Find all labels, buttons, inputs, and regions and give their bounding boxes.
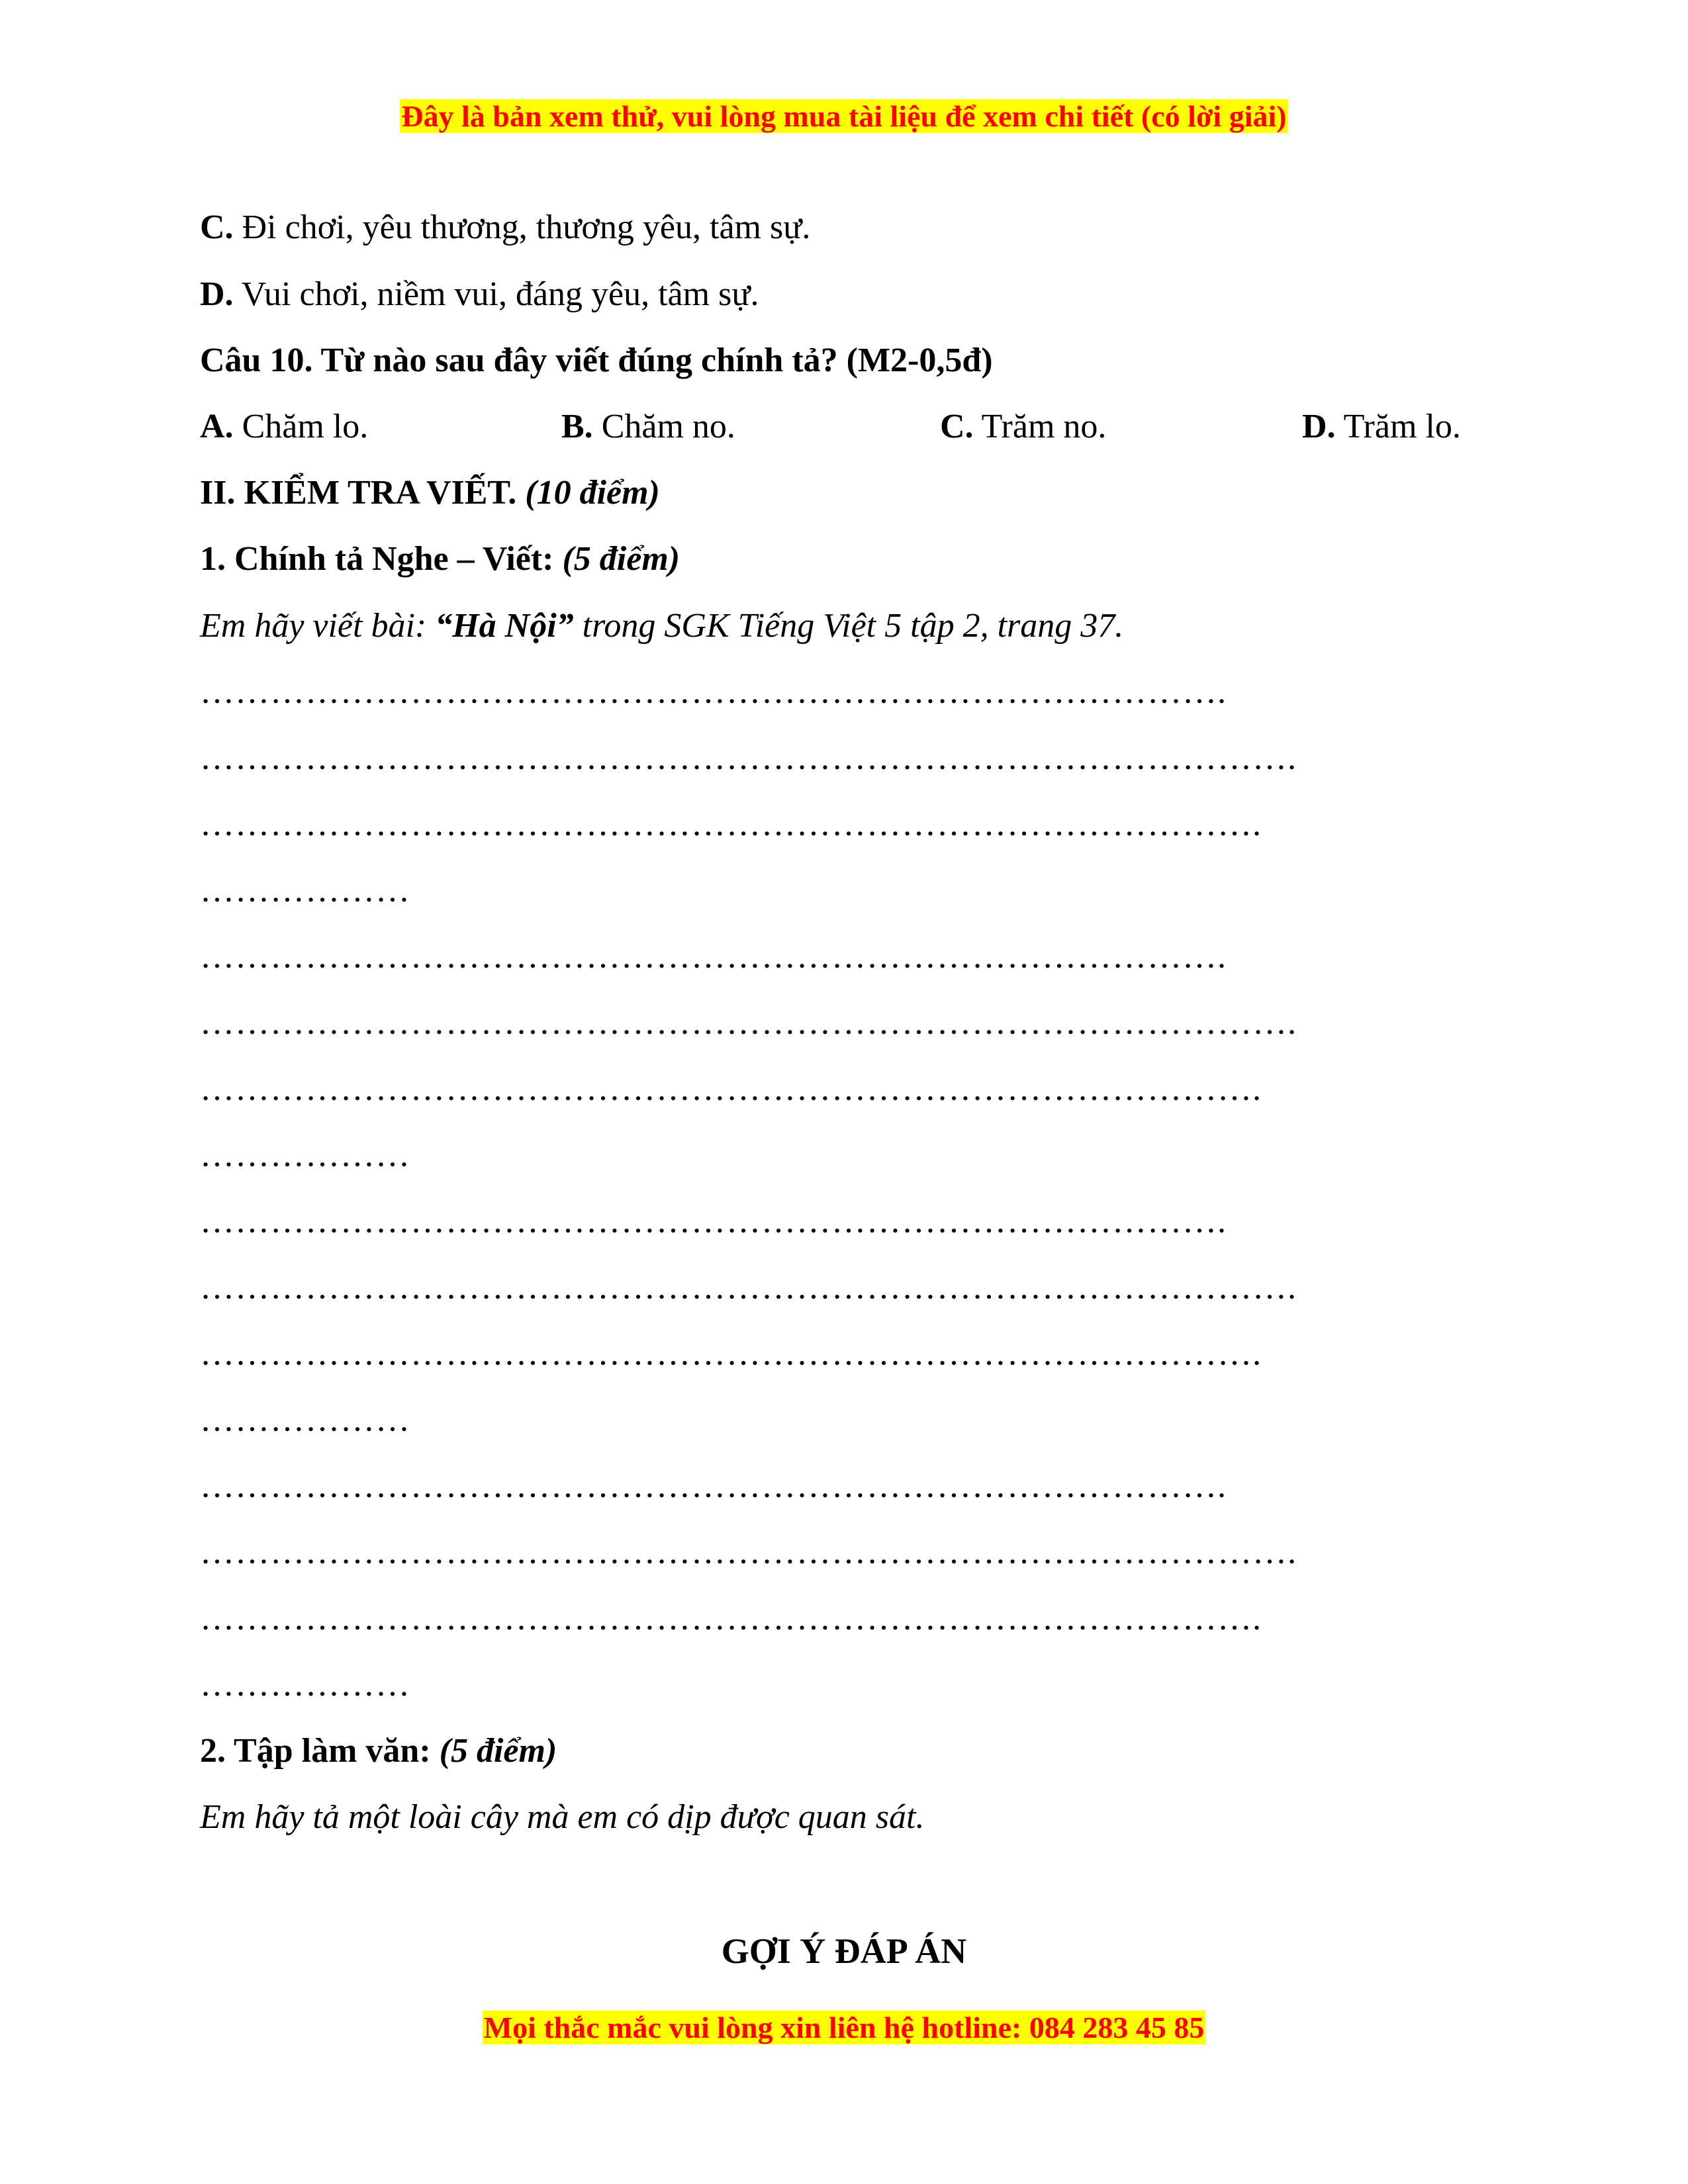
part-2-instruction <box>200 1796 925 1839</box>
part-1-points: (5 điểm) <box>553 540 680 578</box>
part-1-instruction-suffix: trong SGK Tiếng Việt 5 tập 2, trang 37. <box>573 607 1124 645</box>
part-2-instruction-text: Em hãy tả một loài cây mà em có dịp được quan sát. <box>200 1798 925 1836</box>
q10-question-text: Từ nào sau đây viết đúng chính tả? (M2-0,5đ) <box>312 341 993 379</box>
writing-line: ………………………………………………………………………………. <box>200 1070 1262 1108</box>
part-1-title: 1. Chính tả Nghe – Viết: <box>200 540 554 578</box>
q9-option-d-letter: D. <box>200 275 234 313</box>
preview-notice-text: Đây là bản xem thử, vui lòng mua tài liệu để xem chi tiết (có lời giải) <box>401 99 1287 133</box>
writing-line: …………………………………………………………………………………. <box>200 739 1297 777</box>
part-1-instruction-title: “Hà Nội” <box>435 607 574 645</box>
writing-line: …………………………………………………………………………………. <box>200 1269 1297 1306</box>
writing-line: …………………………………………………………………………………. <box>200 1004 1297 1042</box>
q9-option-c-letter: C. <box>200 208 234 246</box>
q10-option-d <box>1302 406 1461 448</box>
writing-line: ……………… <box>200 1136 410 1174</box>
q10-option-c-text: Trăm no. <box>973 408 1107 445</box>
writing-line: …………………………………………………………………………………. <box>200 1533 1297 1571</box>
q9-option-c-text: Đi chơi, yêu thương, thương yêu, tâm sự. <box>233 208 811 246</box>
writing-line: ………………………………………………………………………………. <box>200 1335 1262 1373</box>
writing-line: ……………………………………………………………………………. <box>200 673 1227 711</box>
part-2-points: (5 điểm) <box>430 1732 557 1770</box>
writing-line: ……………………………………………………………………………. <box>200 1203 1227 1240</box>
q10-option-a <box>200 406 368 448</box>
writing-line: ……………… <box>200 872 410 909</box>
section-2-heading <box>200 472 660 514</box>
q10-option-c <box>940 406 1106 448</box>
preview-notice-banner <box>0 98 1688 135</box>
q10-option-b-text: Chăm no. <box>592 408 735 445</box>
q10-option-b <box>561 406 735 448</box>
q10-option-d-letter: D. <box>1302 408 1336 445</box>
writing-line: ……………… <box>200 1666 410 1704</box>
section-2-title: II. KIỂM TRA VIẾT. <box>200 474 517 512</box>
part-2-title: 2. Tập làm văn: <box>200 1732 431 1770</box>
writing-line: ……………………………………………………………………………. <box>200 938 1227 976</box>
q9-option-c <box>200 206 810 249</box>
q10-option-c-letter: C. <box>940 408 974 445</box>
part-2-heading <box>200 1730 557 1772</box>
q10-option-a-letter: A. <box>200 408 234 445</box>
answer-heading: GỢI Ý ĐÁP ÁN <box>721 1931 967 1971</box>
q10-label: Câu 10. <box>200 341 313 379</box>
q10-question <box>200 340 993 382</box>
hotline-notice-text: Mọi thắc mắc vui lòng xin liên hệ hotline: 084 283 45 85 <box>483 2011 1205 2044</box>
part-1-instruction-prefix: Em hãy viết bài: <box>200 607 436 645</box>
part-1-instruction <box>200 605 1123 647</box>
writing-line: ………………………………………………………………………………. <box>200 805 1262 843</box>
q10-option-b-letter: B. <box>561 408 593 445</box>
hotline-notice-banner <box>0 2009 1688 2046</box>
part-1-heading <box>200 538 680 580</box>
writing-line: ……………… <box>200 1401 410 1439</box>
writing-line: ……………………………………………………………………………. <box>200 1467 1227 1505</box>
q9-option-d-text: Vui chơi, niềm vui, đáng yêu, tâm sự. <box>233 275 759 313</box>
q10-option-a-text: Chăm lo. <box>233 408 369 445</box>
q9-option-d <box>200 273 759 316</box>
section-2-points: (10 điểm) <box>516 474 660 512</box>
q10-option-d-text: Trăm lo. <box>1335 408 1461 445</box>
writing-line: ………………………………………………………………………………. <box>200 1600 1262 1637</box>
